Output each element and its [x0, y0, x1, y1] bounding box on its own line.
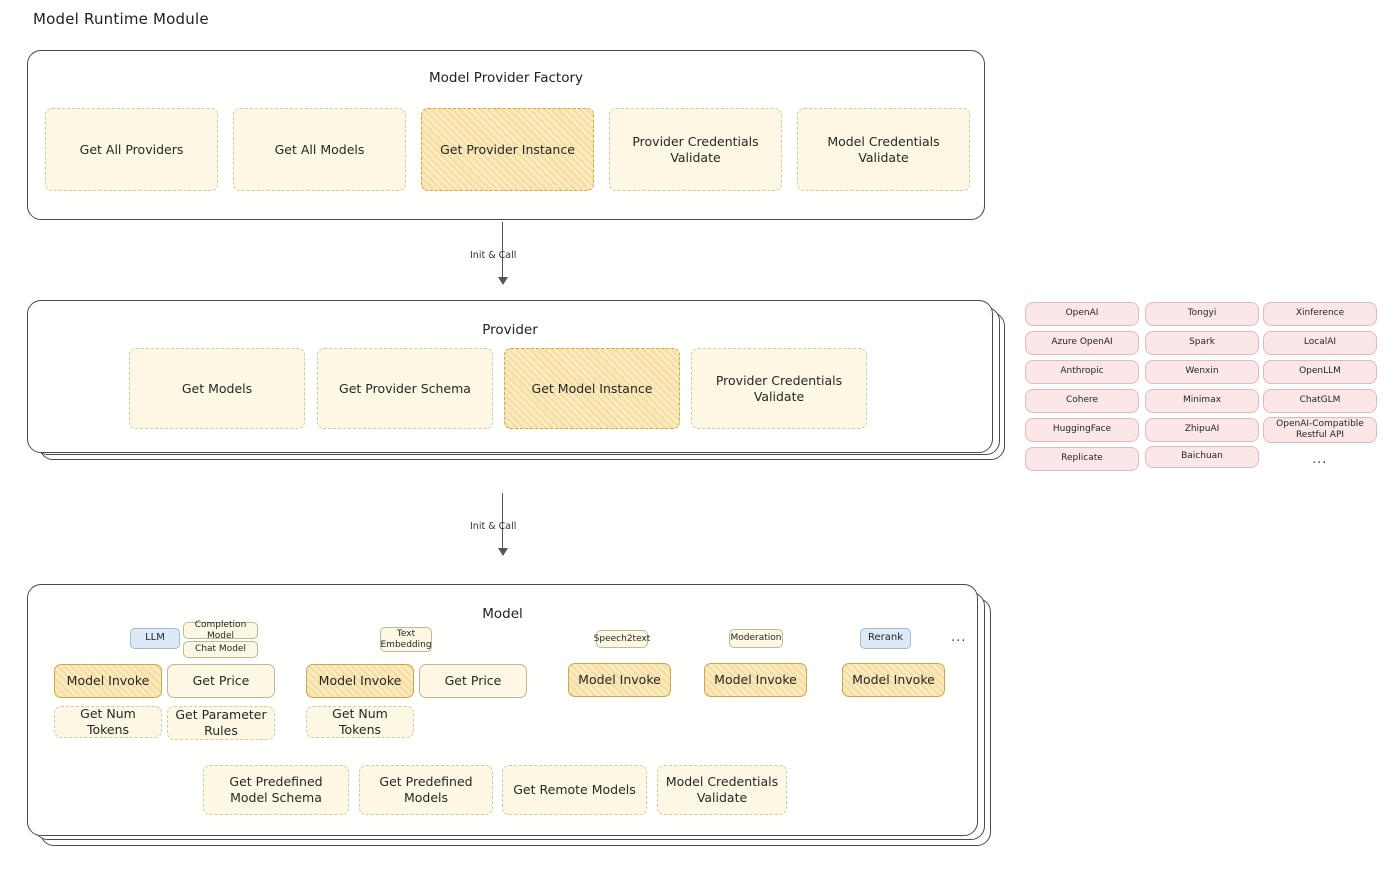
- rerank-method-model-invoke[interactable]: [842, 663, 945, 697]
- model-method-label: Model Invoke: [852, 672, 935, 688]
- text-embedding-method-get-price[interactable]: [419, 664, 527, 698]
- model-subtype-label: Chat Model: [195, 644, 246, 655]
- provider-list-item-replicate[interactable]: [1025, 447, 1139, 471]
- provider-list-item-label: ChatGLM: [1299, 395, 1341, 406]
- model-type-llm-completion-model[interactable]: [183, 622, 258, 639]
- provider-list-item-label: HuggingFace: [1052, 424, 1112, 435]
- model-provider-factory-title: Model Provider Factory: [428, 70, 583, 86]
- model-method-label: Get Parameter Rules: [175, 707, 267, 738]
- text-embedding-method-get-num-tokens[interactable]: [306, 706, 414, 738]
- provider-item-label: Get Provider Schema: [339, 380, 471, 396]
- factory-item-get-all-models[interactable]: [233, 108, 406, 191]
- model-method-label: Get Predefined Model Schema: [229, 774, 323, 805]
- model-type-label: LLM: [145, 632, 165, 644]
- model-method-label: Model Credentials Validate: [665, 774, 779, 805]
- provider-list-item-label: ZhipuAI: [1184, 424, 1220, 435]
- provider-list-item-openai-compatible[interactable]: [1263, 417, 1377, 443]
- model-type-moderation[interactable]: [729, 629, 783, 648]
- provider-item-label: Provider Credentials Validate: [715, 372, 843, 404]
- provider-list-item-label: Anthropic: [1060, 366, 1104, 377]
- model-method-label: Model Invoke: [714, 672, 797, 688]
- provider-list-more: ...: [1312, 452, 1328, 467]
- provider-list-item-azure-openai[interactable]: [1025, 331, 1139, 355]
- provider-list-item-cohere[interactable]: [1025, 389, 1139, 413]
- model-type-label: Rerank: [867, 632, 904, 644]
- provider-list-item-openllm[interactable]: [1263, 360, 1377, 384]
- model-method-label: Get Num Tokens: [80, 706, 136, 737]
- provider-list-item-anthropic[interactable]: [1025, 360, 1139, 384]
- provider-item-label: Get Models: [181, 380, 253, 396]
- provider-list-item-label: Spark: [1189, 337, 1215, 348]
- provider-list-item-label: Baichuan: [1181, 451, 1223, 462]
- model-method-label: Get Price: [192, 673, 250, 689]
- model-common-get-predefined-models[interactable]: [359, 765, 493, 815]
- provider-list-item-label: OpenLLM: [1299, 366, 1341, 377]
- model-type-label: Text Embedding: [380, 629, 432, 650]
- model-method-label: Get Predefined Models: [379, 774, 473, 805]
- provider-item-get-models[interactable]: [129, 348, 305, 429]
- model-types-more: ...: [951, 630, 967, 645]
- provider-list-item-baichuan[interactable]: [1145, 446, 1259, 468]
- provider-list-item-spark[interactable]: [1145, 331, 1259, 355]
- model-method-label: Get Price: [444, 673, 502, 689]
- provider-list-item-wenxin[interactable]: [1145, 360, 1259, 384]
- factory-item-get-provider-instance[interactable]: [421, 108, 594, 191]
- provider-item-label: Get Model Instance: [531, 380, 653, 396]
- provider-list-item-label: LocalAI: [1303, 337, 1337, 348]
- provider-item-get-provider-schema[interactable]: [317, 348, 493, 429]
- model-method-label: Model Invoke: [578, 672, 661, 688]
- arrow-factory-to-provider-label: Init & Call: [470, 250, 517, 261]
- model-type-label: Moderation: [730, 633, 782, 644]
- factory-item-label: Provider Credentials Validate: [632, 133, 759, 165]
- provider-list-item-label: Xinference: [1295, 308, 1345, 319]
- model-common-get-remote-models[interactable]: [502, 765, 647, 815]
- speech2text-method-model-invoke[interactable]: [568, 663, 671, 697]
- provider-list-item-label: OpenAI: [1065, 308, 1099, 319]
- text-embedding-method-model-invoke[interactable]: [306, 664, 414, 698]
- provider-list-item-tongyi[interactable]: [1145, 302, 1259, 326]
- provider-list-item-huggingface[interactable]: [1025, 418, 1139, 442]
- provider-list-item-label: Azure OpenAI: [1051, 337, 1113, 348]
- factory-item-model-credentials-validate[interactable]: [797, 108, 970, 191]
- provider-list-item-label: Cohere: [1065, 395, 1099, 406]
- model-common-get-predefined-model-schema[interactable]: [203, 765, 349, 815]
- page-title: Model Runtime Module: [33, 10, 209, 28]
- factory-item-label: Get All Models: [274, 141, 365, 157]
- model-method-label: Model Invoke: [318, 673, 402, 689]
- model-type-speech2text[interactable]: [593, 630, 651, 648]
- model-method-label: Get Num Tokens: [332, 706, 388, 737]
- provider-list-item-label: OpenAI-Compatible Restful API: [1276, 418, 1364, 440]
- model-method-label: Model Invoke: [66, 673, 150, 689]
- provider-list-item-label: Tongyi: [1187, 308, 1217, 319]
- model-type-rerank[interactable]: [860, 628, 911, 649]
- provider-list-item-localai[interactable]: [1263, 331, 1377, 355]
- provider-list-item-openai[interactable]: [1025, 302, 1139, 326]
- llm-method-get-parameter-rules[interactable]: [167, 706, 275, 740]
- arrow-provider-to-model-label: Init & Call: [470, 521, 517, 532]
- model-title: Model: [482, 606, 523, 622]
- provider-list-item-label: Replicate: [1061, 453, 1103, 464]
- llm-method-model-invoke[interactable]: [54, 664, 162, 698]
- model-method-label: Get Remote Models: [513, 782, 636, 798]
- provider-item-provider-credentials-validate[interactable]: [691, 348, 867, 429]
- factory-item-label: Get Provider Instance: [440, 141, 575, 157]
- provider-list-item-zhipuai[interactable]: [1145, 418, 1259, 442]
- provider-item-get-model-instance[interactable]: [504, 348, 680, 429]
- llm-method-get-num-tokens[interactable]: [54, 706, 162, 738]
- provider-list-item-chatglm[interactable]: [1263, 389, 1377, 413]
- model-type-llm-chat-model[interactable]: [183, 641, 258, 658]
- model-type-text-embedding[interactable]: [380, 627, 432, 652]
- provider-list-item-label: Minimax: [1182, 395, 1222, 406]
- factory-item-get-all-providers[interactable]: [45, 108, 218, 191]
- arrow-factory-to-provider-head: [498, 277, 508, 285]
- moderation-method-model-invoke[interactable]: [704, 663, 807, 697]
- provider-title: Provider: [482, 322, 538, 338]
- model-common-model-credentials-validate[interactable]: [657, 765, 787, 815]
- provider-list-item-xinference[interactable]: [1263, 302, 1377, 326]
- factory-item-label: Get All Providers: [79, 141, 184, 157]
- model-type-label: Speech2text: [593, 633, 651, 644]
- model-subtype-label: Completion Model: [194, 620, 247, 641]
- provider-list-item-label: Wenxin: [1185, 366, 1219, 377]
- arrow-provider-to-model-head: [498, 548, 508, 556]
- provider-list-item-minimax[interactable]: [1145, 389, 1259, 413]
- factory-item-provider-credentials-validate[interactable]: [609, 108, 782, 191]
- model-type-llm[interactable]: [130, 628, 180, 649]
- factory-item-label: Model Credentials Validate: [827, 133, 940, 165]
- llm-method-get-price[interactable]: [167, 664, 275, 698]
